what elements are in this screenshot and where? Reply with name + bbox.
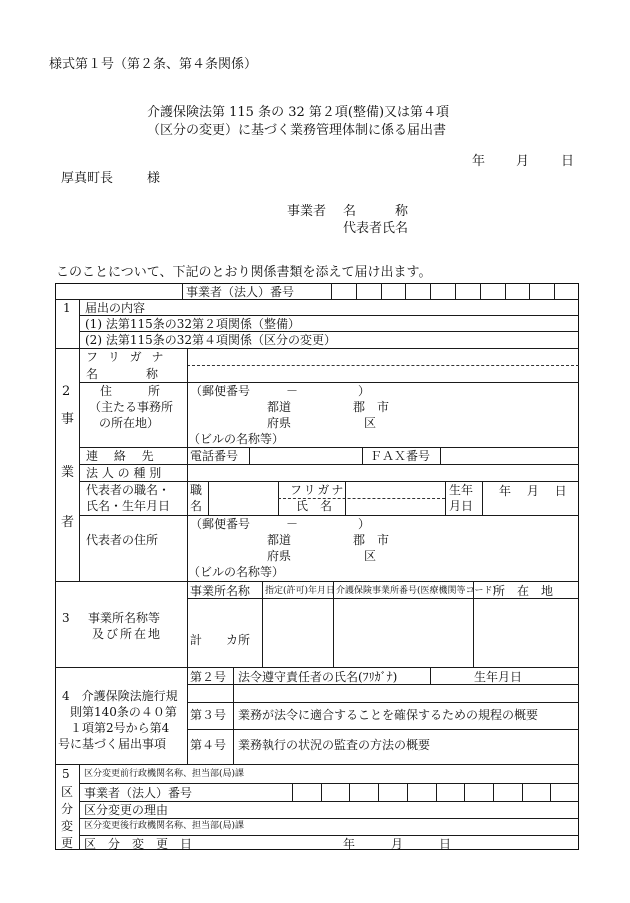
furigana-label-2: フリガナ (290, 483, 346, 497)
intro-text: このことについて、下記のとおり関係書類を添えて届け出ます。 (56, 265, 432, 280)
rule (79, 315, 579, 316)
rule (440, 447, 441, 464)
sec4-label-2: 則第140条の４０第 (70, 705, 177, 719)
number-box[interactable] (464, 783, 493, 801)
job-title-label1: 職 (190, 483, 203, 497)
rule (55, 581, 579, 582)
sec5-number-label: 事業者（法人）番号 (84, 786, 193, 800)
rule (79, 801, 579, 802)
sec4-row1-birth: 生年月日 (474, 670, 523, 684)
rule (182, 283, 183, 299)
number-box[interactable] (480, 283, 505, 299)
postal-code-field[interactable]: （郵便番号 － ） (190, 384, 371, 398)
sec5-after: 区分変更後行政機関名称、担当部(局)課 (84, 821, 245, 831)
rule (208, 481, 209, 515)
sec5-date-label: 区 分 変 更 日 (84, 837, 193, 851)
sec5-vchar: 5 (62, 767, 70, 781)
city-label2: 区 (364, 416, 377, 430)
number-box[interactable] (529, 283, 554, 299)
applicant-label: 事業者 (287, 204, 327, 219)
rep-label-a: 代表者の職名・ (86, 483, 171, 497)
form-title-line1: 介護保険法第 115 条の 32 第２項(整備)又は第４項 (147, 105, 450, 120)
number-box[interactable] (493, 783, 522, 801)
rule (79, 299, 80, 348)
rule (79, 515, 579, 516)
corp-type-label: 法 人 の 種 別 (86, 466, 162, 480)
rep-postal-field[interactable]: （郵便番号 － ） (190, 517, 371, 531)
sec5-before: 区分変更前行政機関名称、担当部(局)課 (84, 769, 245, 779)
rule (187, 684, 579, 685)
prefecture-label2: 府県 (267, 416, 292, 430)
sec4-label-3: １項第2号から第4 (70, 721, 170, 735)
rule (79, 331, 579, 332)
sec4-row1-no: 第２号 (190, 670, 227, 684)
number-box[interactable] (356, 283, 381, 299)
number-box[interactable] (407, 783, 436, 801)
sec3-total: 計 カ所 (190, 633, 251, 647)
sec3-col-address: 所 在 地 (493, 584, 554, 598)
corp-number-boxes[interactable] (331, 283, 579, 299)
number-box[interactable] (378, 783, 407, 801)
rule (79, 818, 579, 819)
number-box[interactable] (331, 283, 356, 299)
sec3-col-code: 介護保険事業所番号(医療機関等コード) (336, 586, 497, 596)
sec1-option1[interactable]: (1) 法第115条の32第２項関係（整備） (85, 317, 300, 331)
number-box[interactable] (522, 783, 551, 801)
sec5-vchar: 分 (61, 802, 74, 816)
date-day: 日 (561, 154, 575, 169)
name-label: 名 称 (86, 367, 159, 381)
applicant-name-label: 名 称 (343, 204, 409, 219)
sec1-title: 届出の内容 (85, 301, 146, 315)
sec3-col-name: 事業所名称 (190, 584, 251, 598)
rule (233, 667, 234, 764)
rule (362, 447, 363, 464)
city-label1: 郡 市 (353, 400, 390, 414)
sec4-row1-text: 法令遵守責任者の氏名(ﾌﾘｶﾞﾅ) (238, 670, 398, 684)
birth-date-field[interactable]: 年 月 日 (499, 484, 567, 498)
sec2-vchar: 者 (61, 515, 75, 530)
rule (79, 835, 579, 836)
header-label: 事業者（法人）番号 (186, 285, 295, 299)
rep-address-label: 代表者の住所 (86, 533, 159, 547)
number-box[interactable] (430, 283, 455, 299)
sec3-num: 3 (62, 611, 70, 625)
job-title-label2: 名 (190, 499, 203, 513)
number-box[interactable] (405, 283, 430, 299)
rule (445, 481, 446, 515)
sec5-reason: 区分変更の理由 (84, 803, 169, 817)
rule (187, 365, 579, 366)
sec4-row3-no: 第４号 (190, 738, 227, 752)
number-box[interactable] (505, 283, 530, 299)
fax-label: ＦＡＸ番号 (370, 449, 431, 463)
contact-label: 連 絡 先 (86, 449, 154, 463)
addressee-name: 厚真町長 (61, 171, 114, 186)
sec2-num: 2 (62, 384, 71, 399)
sec3-label-b: 及び所在地 (92, 627, 163, 641)
address-label: 住 所 (100, 384, 161, 398)
sec4-label-4: 号に基づく届出事項 (58, 737, 167, 751)
sec5-vchar: 変 (61, 819, 74, 833)
rule (79, 348, 80, 581)
sec4-row2-no: 第３号 (190, 708, 227, 722)
rep-city-label2: 区 (364, 549, 377, 563)
rep-prefecture-label2: 府県 (267, 549, 292, 563)
birth-label1: 生年 (449, 483, 474, 497)
sec5-date-field[interactable]: 年 月 日 (343, 837, 452, 851)
sec1-option2[interactable]: (2) 法第115条の32第４項関係（区分の変更） (85, 333, 336, 347)
rule (55, 667, 579, 668)
rep-label-b: 氏名・生年月日 (86, 499, 171, 513)
rep-city-label1: 郡 市 (353, 533, 390, 547)
rule (262, 581, 263, 667)
number-box[interactable] (292, 783, 321, 801)
addressee-honorific: 様 (147, 171, 161, 186)
rule (79, 481, 579, 482)
rule (187, 348, 188, 581)
rep-name-label: 氏 名 (296, 499, 333, 513)
rule (430, 667, 431, 684)
corp-number-boxes-sec5[interactable] (292, 783, 579, 801)
building-name-field[interactable]: （ビルの名称等） (188, 432, 285, 446)
rep-prefecture-label1: 都道 (267, 533, 292, 547)
rule (249, 447, 250, 464)
rule (55, 299, 579, 300)
rep-building-field[interactable]: （ビルの名称等） (188, 565, 285, 579)
number-box[interactable] (550, 783, 579, 801)
date-year: 年 (472, 154, 486, 169)
number-box[interactable] (381, 283, 406, 299)
rule (79, 464, 579, 465)
rule (187, 729, 579, 730)
sec2-vchar: 事 (61, 412, 75, 427)
number-box[interactable] (436, 783, 465, 801)
sec4-row3-text: 業務執行の状況の監査の方法の概要 (238, 738, 431, 752)
form-title-line2: （区分の変更）に基づく業務管理体制に係る届出書 (147, 123, 447, 138)
rule (79, 382, 579, 383)
rule (187, 598, 579, 599)
rule (79, 764, 80, 850)
sec1-num: 1 (63, 301, 71, 315)
rule (55, 764, 579, 765)
address-label-sub1: （主たる事務所 (89, 400, 174, 414)
furigana-label: フ リ ガ ナ (86, 350, 167, 364)
sec3-col-date: 指定(許可)年月日 (265, 586, 336, 596)
sec5-vchar: 更 (61, 836, 74, 850)
sec4-label-1: 4 介護保険法施行規 (62, 689, 178, 703)
address-label-sub2: の所在地） (99, 416, 160, 430)
sec4-row2-text: 業務が法令に適合することを確保するための規程の概要 (238, 708, 539, 722)
phone-label: 電話番号 (190, 449, 239, 463)
applicant-rep-label: 代表者氏名 (343, 221, 409, 236)
number-box[interactable] (349, 783, 378, 801)
rule (187, 581, 188, 764)
number-box[interactable] (321, 783, 350, 801)
rule (55, 348, 579, 349)
rule (482, 481, 483, 515)
sec5-vchar: 区 (61, 785, 74, 799)
sec3-label-a: 事業所名称等 (88, 611, 161, 625)
rule (79, 447, 579, 448)
number-box[interactable] (554, 283, 579, 299)
sec2-vchar: 業 (61, 465, 75, 480)
prefecture-label1: 都道 (267, 400, 292, 414)
form-id: 様式第１号（第２条、第４条関係） (49, 57, 258, 72)
date-month: 月 (516, 154, 530, 169)
birth-label2: 月日 (449, 499, 474, 513)
number-box[interactable] (455, 283, 480, 299)
rule (187, 702, 579, 703)
